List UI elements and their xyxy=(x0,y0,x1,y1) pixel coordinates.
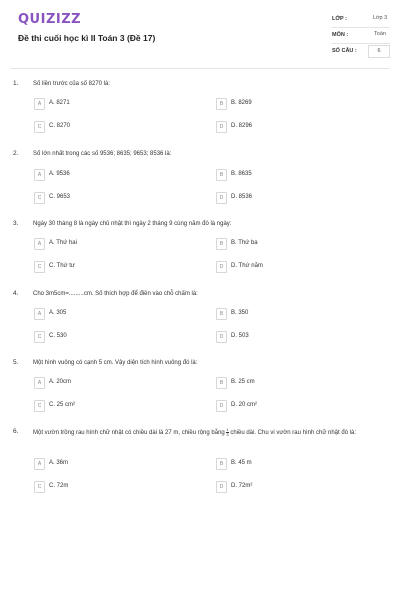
option-letter-box: A xyxy=(34,98,45,110)
fraction-denominator: 3 xyxy=(226,432,229,437)
option-label: D. 20 cm² xyxy=(231,402,258,408)
option-letter-box: D xyxy=(216,400,227,412)
option-label: D. 8536 xyxy=(231,194,253,200)
meta-row-subject xyxy=(332,28,390,44)
option-letter-box: C xyxy=(34,331,45,343)
worksheet-title: Đề thi cuối học kì II Toán 3 (Đề 17) xyxy=(18,33,156,43)
option-label: B. Thứ ba xyxy=(231,240,258,246)
option-label: B. 8269 xyxy=(231,100,252,106)
option-letter-box: A xyxy=(34,169,45,181)
question-text: Số liền trước của số 8270 là: xyxy=(33,81,110,87)
option-label: C. 9653 xyxy=(49,194,71,200)
option-letter-box: D xyxy=(216,331,227,343)
question-number: 6. xyxy=(13,428,19,435)
option-letter-box: A xyxy=(34,458,45,470)
meta-value-count: 6 xyxy=(368,45,390,58)
meta-key-count: SỐ CÂU : xyxy=(332,48,357,54)
question-number: 4. xyxy=(13,290,19,297)
option-letter-box: C xyxy=(34,192,45,204)
question-text xyxy=(33,428,388,438)
question-text: Ngày 30 tháng 8 là ngày chủ nhật thì ngày 2 tháng 9 cùng năm đó là ngày: xyxy=(33,221,232,227)
option-label: B. 8635 xyxy=(231,171,252,177)
fraction xyxy=(226,428,228,437)
option-letter-box: C xyxy=(34,481,45,493)
option-letter-box: C xyxy=(34,121,45,133)
option-letter-box: B xyxy=(216,98,227,110)
meta-value-subject: Toán xyxy=(374,31,386,37)
question-number: 3. xyxy=(13,220,19,227)
option-letter-box: D xyxy=(216,192,227,204)
option-letter-box: D xyxy=(216,481,227,493)
option-letter-box: A xyxy=(34,308,45,320)
worksheet-header xyxy=(0,0,400,64)
fraction-numerator: 1 xyxy=(226,427,229,432)
option-letter-box: B xyxy=(216,308,227,320)
option-label: A. 9536 xyxy=(49,171,70,177)
option-label: C. 530 xyxy=(49,333,67,339)
question-number: 5. xyxy=(13,359,19,366)
meta-value-grade: Lớp 3 xyxy=(372,15,388,21)
option-letter-box: A xyxy=(34,238,45,250)
question-text: Một hình vuông có cạnh 5 cm. Vậy diện tích hình vuông đó là: xyxy=(33,360,198,366)
meta-row-count xyxy=(332,44,390,59)
question-text: Số lớn nhất trong các số 9536; 8635; 9653; 8536 là: xyxy=(33,151,172,157)
option-label: C. Thứ tư xyxy=(49,263,75,269)
meta-key-grade: LỚP : xyxy=(332,16,347,22)
meta-row-grade xyxy=(332,12,390,28)
option-label: D. Thứ năm xyxy=(231,263,263,269)
question-text-before: Một vườn trồng rau hình chữ nhật có chiều dài là 27 m, chiều rộng bằng xyxy=(33,430,225,437)
option-letter-box: D xyxy=(216,121,227,133)
question-text: Cho 3m5cm=.........cm. Số thích hợp để điền vào chỗ chấm là: xyxy=(33,291,198,297)
option-letter-box: D xyxy=(216,261,227,273)
option-letter-box: B xyxy=(216,377,227,389)
option-label: A. 36m xyxy=(49,460,69,466)
option-letter-box: B xyxy=(216,169,227,181)
option-letter-box: A xyxy=(34,377,45,389)
option-label: D. 8296 xyxy=(231,123,253,129)
option-letter-box: B xyxy=(216,238,227,250)
option-label: B. 350 xyxy=(231,310,249,316)
option-label: D. 72m² xyxy=(231,483,253,489)
option-letter-box: C xyxy=(34,400,45,412)
quizizz-logo: QUIZIZZ xyxy=(18,12,82,27)
question-number: 2. xyxy=(13,150,19,157)
option-label: B. 45 m xyxy=(231,460,252,466)
option-label: A. 305 xyxy=(49,310,67,316)
option-label: A. Thứ hai xyxy=(49,240,77,246)
option-label: A. 20cm xyxy=(49,379,72,385)
header-divider xyxy=(10,68,390,69)
option-label: A. 8271 xyxy=(49,100,70,106)
option-letter-box: B xyxy=(216,458,227,470)
option-label: C. 72m xyxy=(49,483,69,489)
option-label: B. 25 cm xyxy=(231,379,255,385)
meta-key-subject: MÔN : xyxy=(332,32,349,38)
question-number: 1. xyxy=(13,80,19,87)
worksheet-meta xyxy=(332,12,390,59)
question-text-after: chiều dài. Chu vi vườn rau hình chữ nhật đó là: xyxy=(230,430,357,437)
option-label: C. 25 cm² xyxy=(49,402,76,408)
option-letter-box: C xyxy=(34,261,45,273)
option-label: D. 503 xyxy=(231,333,249,339)
option-label: C. 8270 xyxy=(49,123,71,129)
